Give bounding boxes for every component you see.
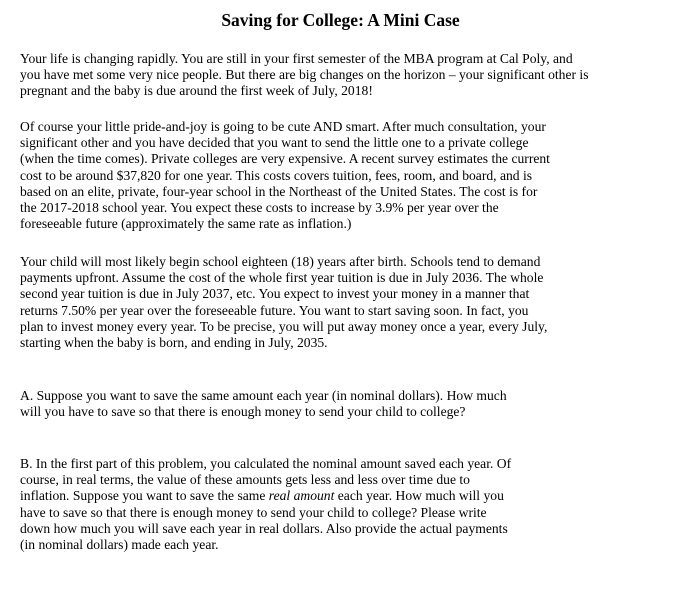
text-line: (when the time comes). Private colleges are very expensive. A recent survey estimates the current xyxy=(20,151,550,167)
text-line xyxy=(20,488,511,504)
text-line: have to save so that there is enough money to send your child to college? Please write xyxy=(20,504,487,520)
page-title: Saving for College: A Mini Case xyxy=(221,10,460,30)
text-line: foreseeable future (approximately the same rate as inflation.) xyxy=(20,216,352,232)
costs-paragraph xyxy=(20,119,550,232)
text-line: based on an elite, private, four-year school in the Northeast of the United States. The cost is for xyxy=(20,183,538,199)
text-line: you have met some very nice people. But there are big changes on the horizon – your significant other is xyxy=(20,67,589,83)
text-segment: inflation. Suppose you want to save the same xyxy=(20,488,269,504)
text-line: down how much you will save each year in real dollars. Also provide the actual payments xyxy=(20,520,508,536)
text-line: cost to be around $37,820 for one year. This costs covers tuition, fees, room, and board, and is xyxy=(20,167,533,183)
plan-paragraph xyxy=(20,254,547,351)
text-line: starting when the baby is born, and ending in July, 2035. xyxy=(20,335,328,351)
emphasized-text: real amount xyxy=(268,488,335,504)
text-line: Your life is changing rapidly. You are still in your first semester of the MBA program at Cal Poly, and xyxy=(20,51,573,66)
text-segment: each year. How much will you xyxy=(334,488,504,504)
text-line: course, in real terms, the value of these amounts gets less and less over time due to xyxy=(20,472,470,488)
text-line: B. In the first part of this problem, you calculated the nominal amount saved each year. Of xyxy=(20,456,512,471)
question-b-paragraph xyxy=(20,456,511,553)
text-line: Of course your little pride-and-joy is going to be cute AND smart. After much consultation, your xyxy=(20,119,546,134)
text-line: will you have to save so that there is enough money to send your child to college? xyxy=(20,404,466,420)
text-line: the 2017-2018 school year. You expect these costs to increase by 3.9% per year over the xyxy=(20,200,499,216)
text-line: pregnant and the baby is due around the first week of July, 2018! xyxy=(20,83,373,99)
text-line: Your child will most likely begin school eighteen (18) years after birth. Schools tend to demand xyxy=(20,254,541,269)
text-line: payments upfront. Assume the cost of the whole first year tuition is due in July 2036. The whole xyxy=(20,270,544,286)
text-line: plan to invest money every year. To be precise, you will put away money once a year, every July, xyxy=(20,318,548,334)
text-line: A. Suppose you want to save the same amount each year (in nominal dollars). How much xyxy=(20,388,507,403)
question-a-paragraph xyxy=(20,388,507,420)
intro-paragraph xyxy=(20,51,589,100)
text-line: returns 7.50% per year over the foreseeable future. You want to start saving soon. In fact, you xyxy=(20,302,529,318)
text-line: second year tuition is due in July 2037, etc. You expect to invest your money in a manner that xyxy=(20,286,530,302)
text-line: significant other and you have decided that you want to send the little one to a private college xyxy=(20,135,529,151)
text-line: (in nominal dollars) made each year. xyxy=(20,537,219,553)
